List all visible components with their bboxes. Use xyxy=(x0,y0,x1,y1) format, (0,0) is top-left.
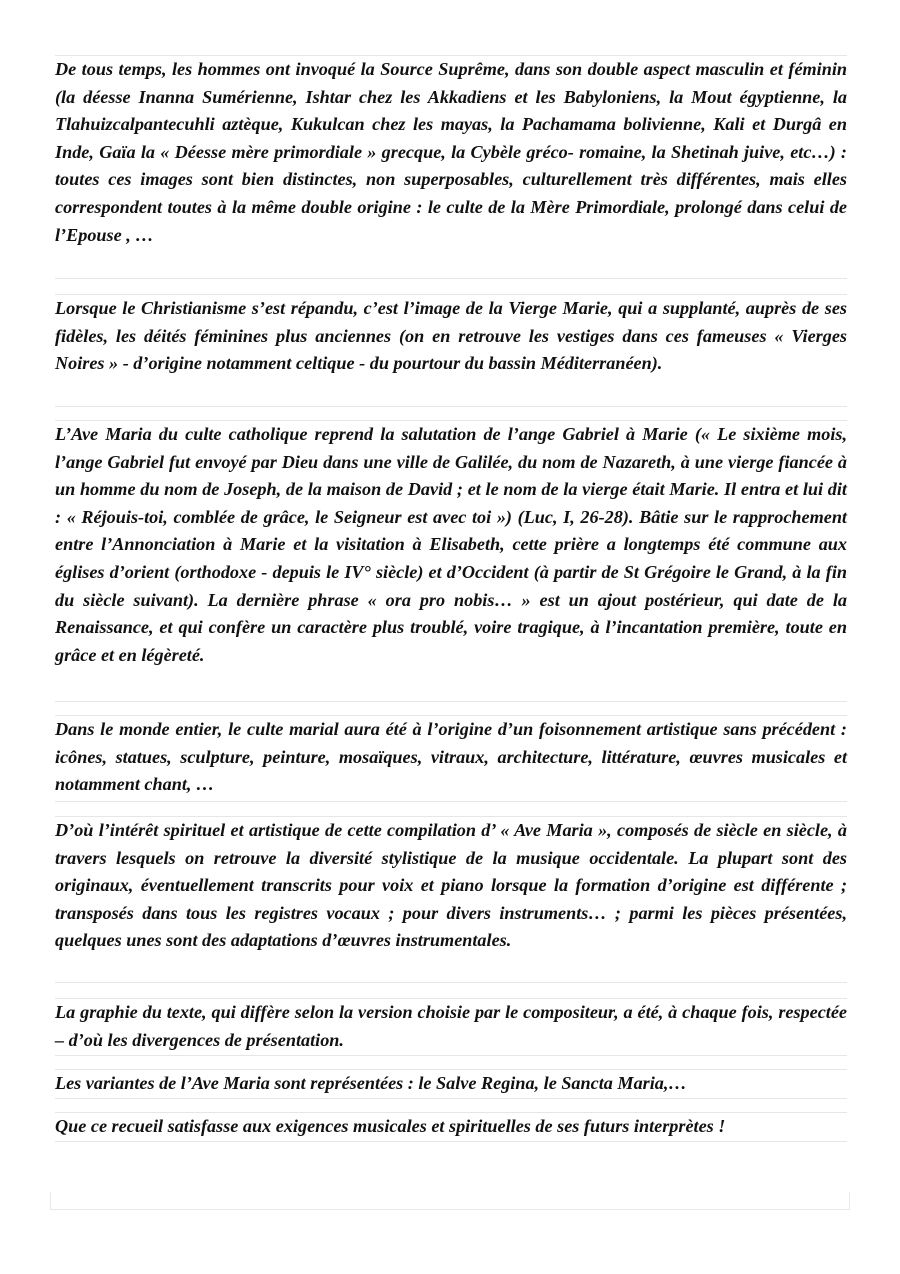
paragraph-ave-maria-origin: L’Ave Maria du culte catholique reprend la salutation de l’ange Gabriel à Marie (« Le sixième mois, l’ange Gabriel fut envoyé par Dieu dans une ville de Galilée, du nom de Nazareth, à une vierge fiancée à un homme du nom de Joseph, de la maison de David ; et le nom de la vierge était Marie. Il entra et lui dit : « Réjouis-toi, comblée de grâce, le Seigneur est avec toi ») (Luc, I, 26-28). Bâtie sur le rapprochement entre l’Annonciation à Marie et la visitation à Elisabeth, cette prière a longtemps été commune aux églises d’orient (orthodoxe - depuis le IV° siècle) et d’Occident (à partir de St Grégoire le Grand, à la fin du siècle suivant). La dernière phrase « ora pro nobis… » est un ajout postérieur, qui date de la Renaissance, et qui confère un caractère plus troublé, voire tragique, à l’incantation première, toute en grâce et en légèreté. xyxy=(55,420,847,702)
paragraph-closing-wish: Que ce recueil satisfasse aux exigences musicales et spirituelles de ses futurs interprètes ! xyxy=(55,1112,847,1142)
paragraph-intro: De tous temps, les hommes ont invoqué la Source Suprême, dans son double aspect masculin et féminin (la déesse Inanna Sumérienne, Ishtar chez les Akkadiens et les Babyloniens, la Mout égyptienne, la Tlahuizcalpantecuhli aztèque, Kukulcan chez les mayas, la Pachamama bolivienne, Kali et Durgâ en Inde, Gaïa la « Déesse mère primordiale » grecque, la Cybèle gréco- romaine, la Shetinah juive, etc…) : toutes ces images sont bien distinctes, non superposables, culturellement très différentes, mais elles correspondent toutes à la même double origine : le culte de la Mère Primordiale, prolongé dans celui de l’Epouse , … xyxy=(55,55,847,279)
paragraph-christianity: Lorsque le Christianisme s’est répandu, c’est l’image de la Vierge Marie, qui a supplanté, auprès de ses fidèles, les déités féminines plus anciennes (on en retrouve les vestiges dans ces fameuses « Vierges Noires » - d’origine notamment celtique - du pourtour du bassin Méditerranéen). xyxy=(55,294,847,407)
paragraph-marial-cult: Dans le monde entier, le culte marial aura été à l’origine d’un foisonnement artistique sans précédent : icônes, statues, sculpture, peinture, mosaïques, vitraux, architecture, littérature, œuvres musicales et notamment chant, … xyxy=(55,715,847,802)
footer-frame xyxy=(50,1192,850,1210)
paragraph-text-spelling: La graphie du texte, qui diffère selon la version choisie par le compositeur, a été, à chaque fois, respectée – d’où les divergences de présentation. xyxy=(55,998,847,1056)
paragraph-compilation: D’où l’intérêt spirituel et artistique de cette compilation d’ « Ave Maria », composés de siècle en siècle, à travers lesquels on retrouve la diversité stylistique de la musique occidentale. La plupart sont des originaux, éventuellement transcrits pour voix et piano lorsque la formation d’origine est différente ; transposés dans tous les registres vocaux ; pour divers instruments… ; parmi les pièces présentées, quelques unes sont des adaptations d’œuvres instrumentales. xyxy=(55,816,847,983)
paragraph-variants: Les variantes de l’Ave Maria sont représentées : le Salve Regina, le Sancta Maria,… xyxy=(55,1069,847,1099)
